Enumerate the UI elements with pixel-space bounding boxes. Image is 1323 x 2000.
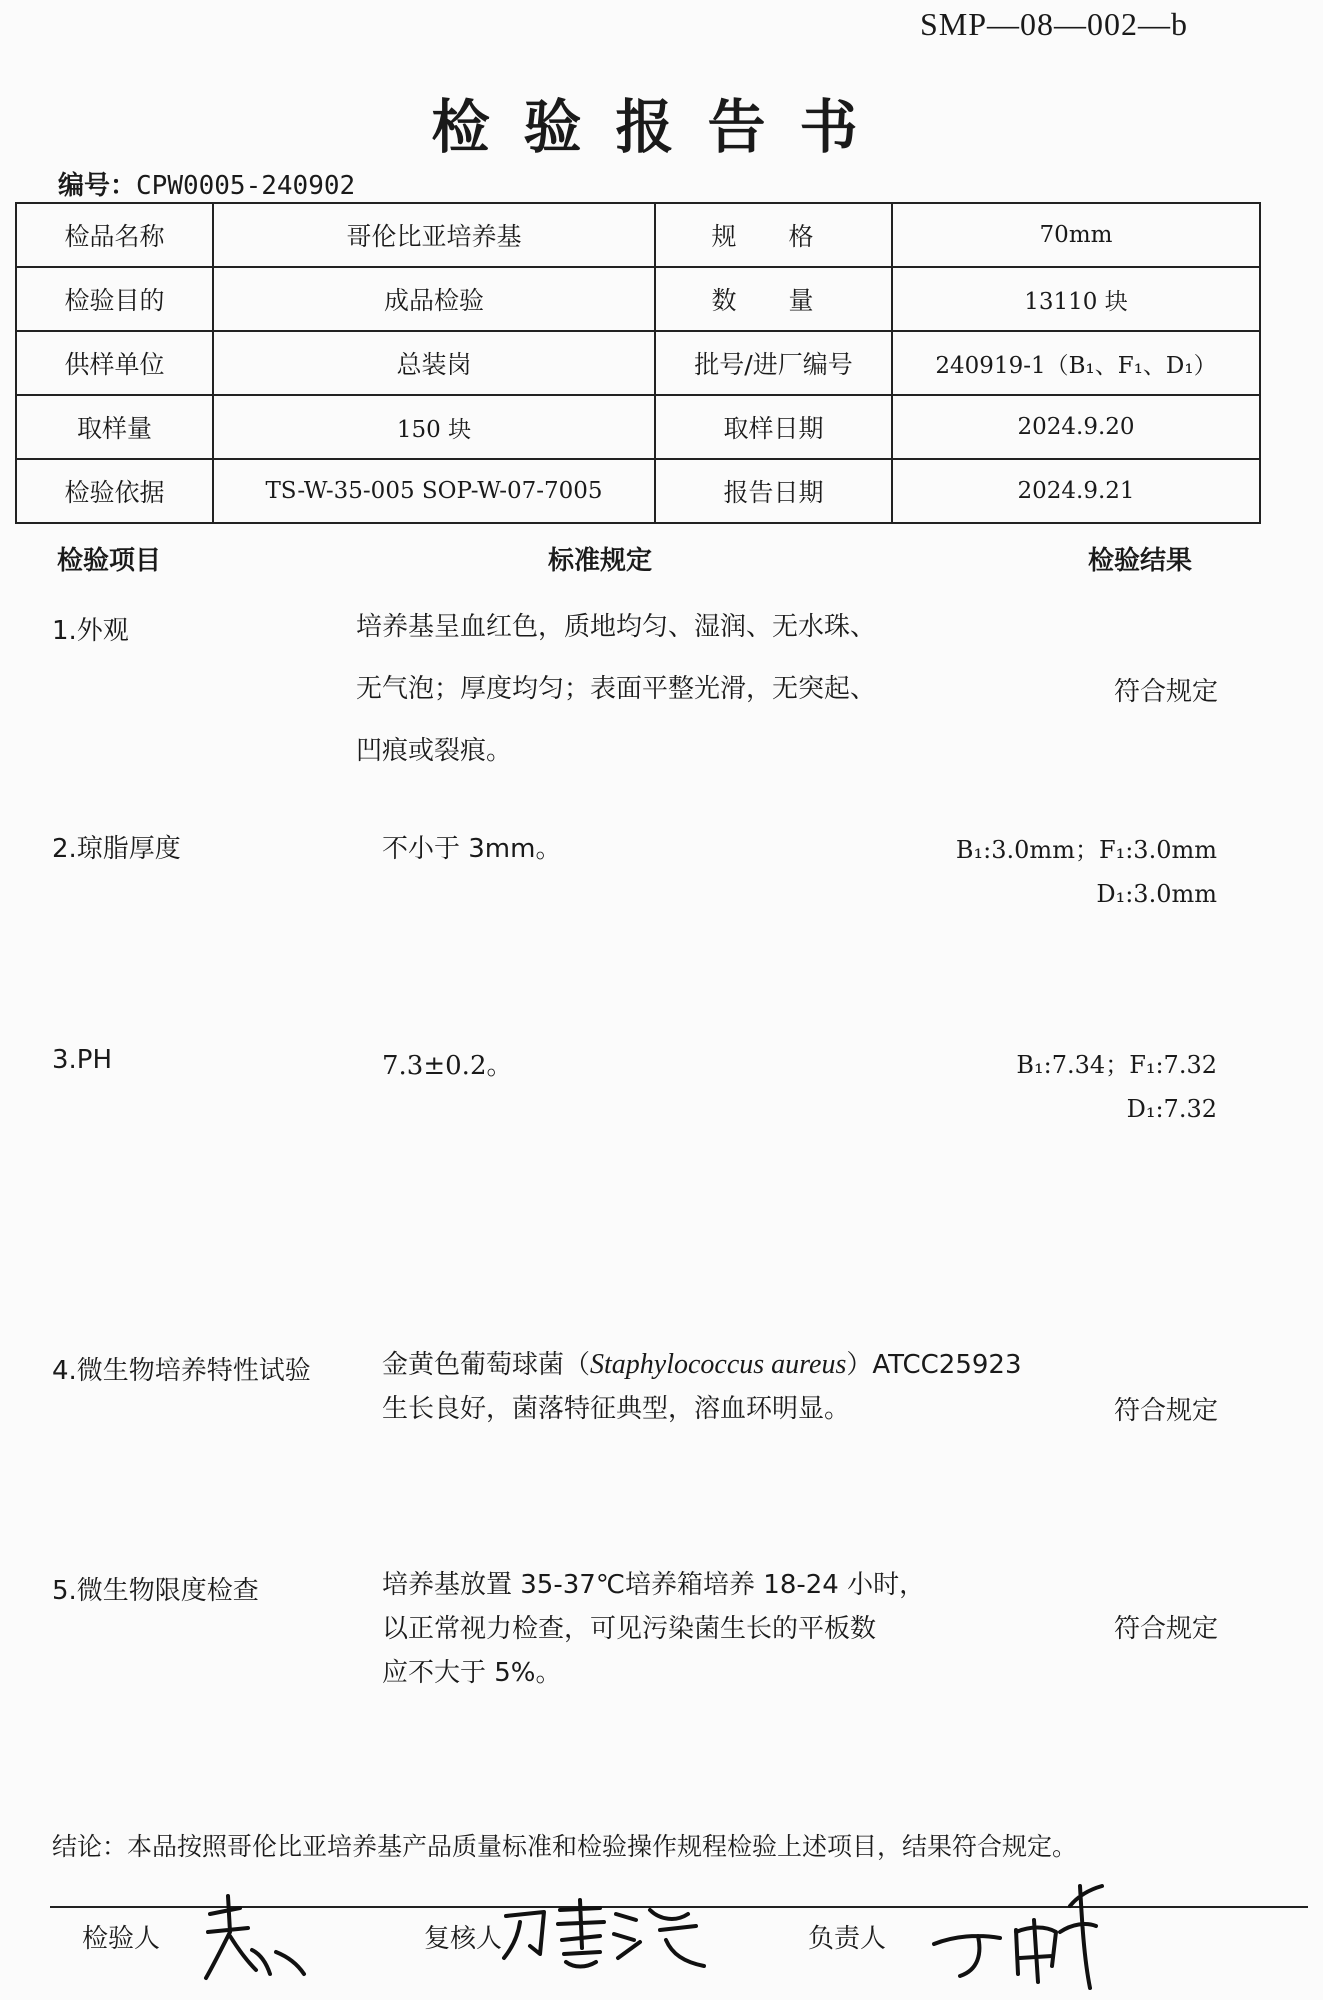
standard-line: 无气泡；厚度均匀；表面平整光滑，无突起、 [356,674,877,704]
table-row [16,203,1260,267]
value-quantity: 13110 块 [892,267,1260,331]
standard-line: 凹痕或裂痕。 [356,736,513,766]
value-basis: TS-W-35-005 SOP-W-07-7005 [213,459,655,523]
label-sample-name: 检品名称 [16,203,213,267]
species-name: Staphylococcus aureus [590,1349,847,1380]
item-name: 1.外观 [52,616,129,646]
standard-text: 金黄色葡萄球菌（ [382,1350,591,1380]
page-title: 检验报告书 [431,93,892,161]
reviewer-signature [500,1896,710,1976]
label-basis: 检验依据 [16,459,213,523]
standard-text: ）ATCC25923 [846,1350,1022,1380]
item-standard [382,1343,1022,1431]
item-name: 3.PH [52,1045,113,1075]
column-header-result: 检验结果 [1088,546,1193,576]
label-purpose: 检验目的 [16,267,213,331]
standard-line [382,1343,1022,1387]
item-result [1016,1043,1217,1131]
standard-line: 培养基放置 35-37℃培养箱培养 18-24 小时， [382,1570,926,1600]
label-batch: 批号/进厂编号 [655,331,892,395]
item-result: 符合规定 [1113,1614,1218,1644]
item-name: 2.琼脂厚度 [52,834,181,864]
label-supplier: 供样单位 [16,331,213,395]
standard-line: 生长良好，菌落特征典型，溶血环明显。 [382,1394,851,1424]
responsible-label: 负责人 [808,1924,887,1954]
inspector-signature [200,1892,310,1988]
document-code: SMP—08—002—b [920,6,1189,42]
label-quantity: 数 量 [655,267,892,331]
result-line: B₁:3.0mm；F₁:3.0mm [955,836,1217,864]
value-batch: 240919-1（B₁、F₁、D₁） [892,331,1260,395]
responsible-signature [920,1862,1130,1992]
table-row [16,395,1260,459]
value-sample-date: 2024.9.20 [892,395,1260,459]
label-report-date: 报告日期 [655,459,892,523]
info-table [15,202,1261,524]
standard-line: 应不大于 5%。 [382,1658,562,1688]
result-line: D₁:3.0mm [1096,880,1217,908]
value-report-date: 2024.9.21 [892,459,1260,523]
standard-line: 培养基呈血红色，质地均匀、湿润、无水珠、 [356,612,877,642]
label-spec: 规 格 [655,203,892,267]
report-number-value: CPW0005-240902 [136,171,356,201]
item-result [956,828,1217,916]
table-row [16,459,1260,523]
result-line: B₁:7.34；F₁:7.32 [1016,1051,1217,1079]
item-standard: 不小于 3mm。 [382,834,562,864]
value-purpose: 成品检验 [213,267,655,331]
standard-line: 以正常视力检查，可见污染菌生长的平板数 [382,1614,877,1644]
reviewer-label: 复核人 [424,1924,503,1954]
value-sample-name: 哥伦比亚培养基 [213,203,655,267]
report-number [58,165,355,202]
value-spec: 70mm [892,203,1260,267]
column-header-item: 检验项目 [57,546,162,576]
item-standard: 7.3±0.2。 [382,1051,513,1081]
item-standard [356,596,876,782]
column-header-standard: 标准规定 [548,546,653,576]
item-name: 5.微生物限度检查 [52,1576,259,1606]
item-name: 4.微生物培养特性试验 [52,1356,311,1386]
value-supplier: 总装岗 [213,331,655,395]
result-line: D₁:7.32 [1126,1095,1217,1123]
value-sample-amount: 150 块 [213,395,655,459]
label-sample-amount: 取样量 [16,395,213,459]
conclusion: 结论：本品按照哥伦比亚培养基产品质量标准和检验操作规程检验上述项目，结果符合规定。 [52,1832,1078,1861]
label-sample-date: 取样日期 [655,395,892,459]
inspector-label: 检验人 [82,1924,161,1954]
item-standard [382,1563,925,1695]
item-result: 符合规定 [1113,677,1218,707]
table-row [16,267,1260,331]
item-result: 符合规定 [1113,1396,1218,1426]
report-number-label: 编号： [58,171,137,201]
table-row [16,331,1260,395]
